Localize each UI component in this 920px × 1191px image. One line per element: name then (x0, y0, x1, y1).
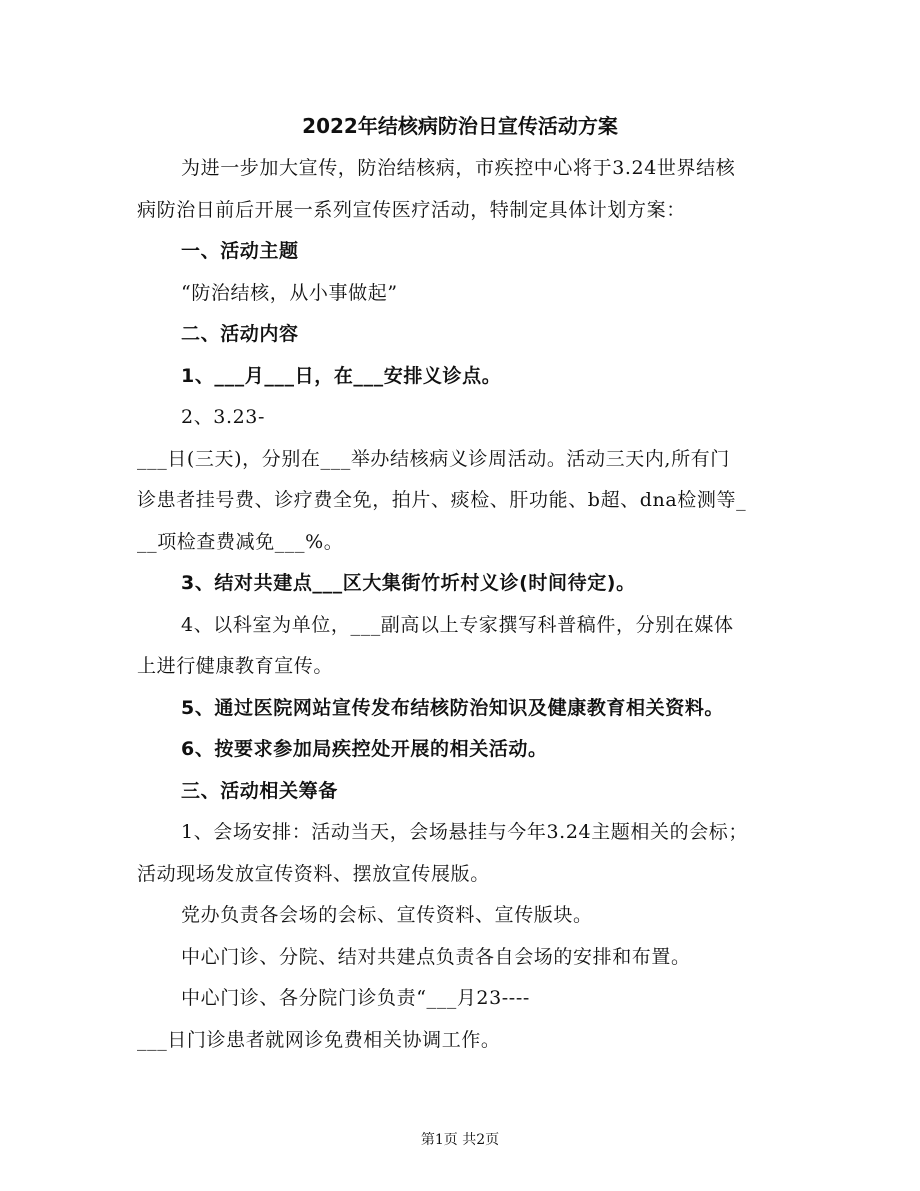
paragraph-line: 中心门诊、分院、结对共建点负责各自会场的安排和布置。 (181, 946, 691, 968)
list-item: 1、___月___日，在___安排义诊点。 (181, 365, 502, 387)
section-heading-content: 二、活动内容 (181, 323, 299, 345)
list-item: 6、按要求参加局疾控处开展的相关活动。 (181, 738, 548, 760)
list-item: 3、结对共建点___区大集街竹圻村义诊(时间待定)。 (181, 572, 636, 594)
paragraph-line: ___日门诊患者就网诊免费相关协调工作。 (137, 1029, 501, 1051)
list-item: 1、会场安排：活动当天，会场悬挂与今年3.24主题相关的会标； (181, 821, 748, 843)
list-item: 5、通过医院网站宣传发布结核防治知识及健康教育相关资料。 (181, 697, 725, 719)
paragraph-line: ___日(三天)，分别在___举办结核病义诊周活动。活动三天内,所有门 (137, 448, 730, 470)
page-footer: 第1页 共2页 (420, 1132, 500, 1148)
paragraph-line: 上进行健康教育宣传。 (137, 655, 334, 677)
section-heading-theme: 一、活动主题 (181, 240, 299, 262)
paragraph-line: 党办负责各会场的会标、宣传资料、宣传版块。 (181, 904, 593, 926)
paragraph-line: 病防治日前后开展一系列宣传医疗活动，特制定具体计划方案： (137, 199, 686, 221)
paragraph-line: “防治结核，从小事做起” (181, 282, 398, 304)
list-item: 2、3.23- (181, 406, 266, 428)
paragraph-line: __项检查费减免___%。 (137, 531, 344, 553)
paragraph-line: 中心门诊、各分院门诊负责“___月23---- (181, 987, 530, 1009)
list-item: 4、以科室为单位，___副高以上专家撰写科普稿件，分别在媒体 (181, 614, 734, 636)
document-title: 2022年结核病防治日宣传活动方案 (302, 114, 618, 138)
paragraph-line: 诊患者挂号费、诊疗费全免，拍片、痰检、肝功能、b超、dna检测等_ (137, 489, 747, 511)
section-heading-preparation: 三、活动相关筹备 (181, 780, 338, 802)
paragraph-line: 为进一步加大宣传，防治结核病，市疾控中心将于3.24世界结核 (181, 157, 736, 179)
paragraph-line: 活动现场发放宣传资料、摆放宣传展版。 (137, 863, 490, 885)
